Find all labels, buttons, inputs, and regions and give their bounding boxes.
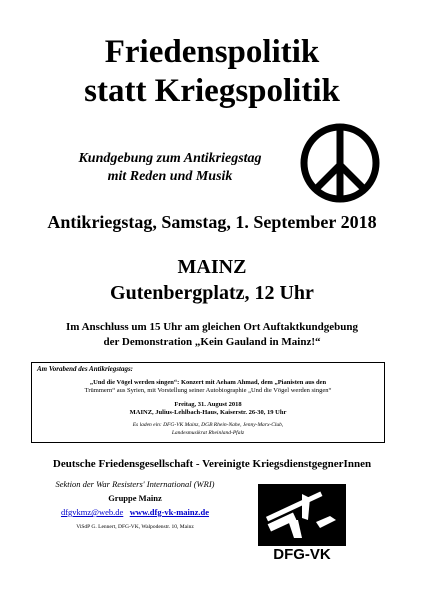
eve-date: Freitag, 31. August 2018 [174,401,242,408]
subtitle-line-2: mit Reden und Musik [107,169,233,184]
imprint: ViSdP G. Lennert, DFG-VK, Walpodenstr. 10, Mainz [76,524,194,530]
city: MAINZ [177,256,247,278]
broken-rifle-icon [258,484,346,546]
website-link[interactable]: www.dfg-vk-mainz.de [129,507,210,517]
logo-text: DFG-VK [273,546,331,563]
eve-heading: Am Vorabend des Antikriegstags: [37,365,134,373]
eve-invite-2: Landesmusikrat Rheinland-Pfalz [171,430,245,436]
title-line-1: Friedenspolitik [104,34,320,70]
date-line: Antikriegstag, Samstag, 1. September 2018 [47,212,377,232]
peace-symbol-icon [298,121,382,205]
group-name: Gruppe Mainz [108,493,162,503]
organisation-line: Deutsche Friedensgesellschaft - Vereinigte KriegsdienstgegnerInnen [52,458,372,470]
eve-invite-1: Es laden ein: DFG-VK Mainz, DGB Rhein-Nahe, Jenny-Marx-Club, [132,422,284,428]
subtitle-line-1: Kundgebung zum Antikriegstag [78,151,262,166]
contact-links [30,507,240,517]
section-line: Sektion der War Resisters' International (WRI) [55,479,215,489]
place-time: Gutenbergplatz, 12 Uhr [110,282,314,304]
eve-line-2: Trümmern“ aus Syrien, mit Vorstellung seiner Autobiographie „Und die Vögel werden singen“ [84,387,332,394]
email-link[interactable]: dfgvkmz@web.de [60,507,124,517]
eve-event-box [31,362,385,443]
title-line-2: statt Kriegspolitik [84,73,340,109]
eve-line-1: „Und die Vögel werden singen“: Konzert mit Aeham Ahmad, dem „Pianisten aus den [89,379,327,386]
eve-venue: MAINZ, Julius-Lehlbach-Haus, Kaiserstr. 26-30, 19 Uhr [129,409,287,416]
follow-up-line-2: der Demonstration „Kein Gauland in Mainz!“ [103,336,321,348]
follow-up-line-1: Im Anschluss um 15 Uhr am gleichen Ort Auftaktkundgebung [66,321,358,333]
